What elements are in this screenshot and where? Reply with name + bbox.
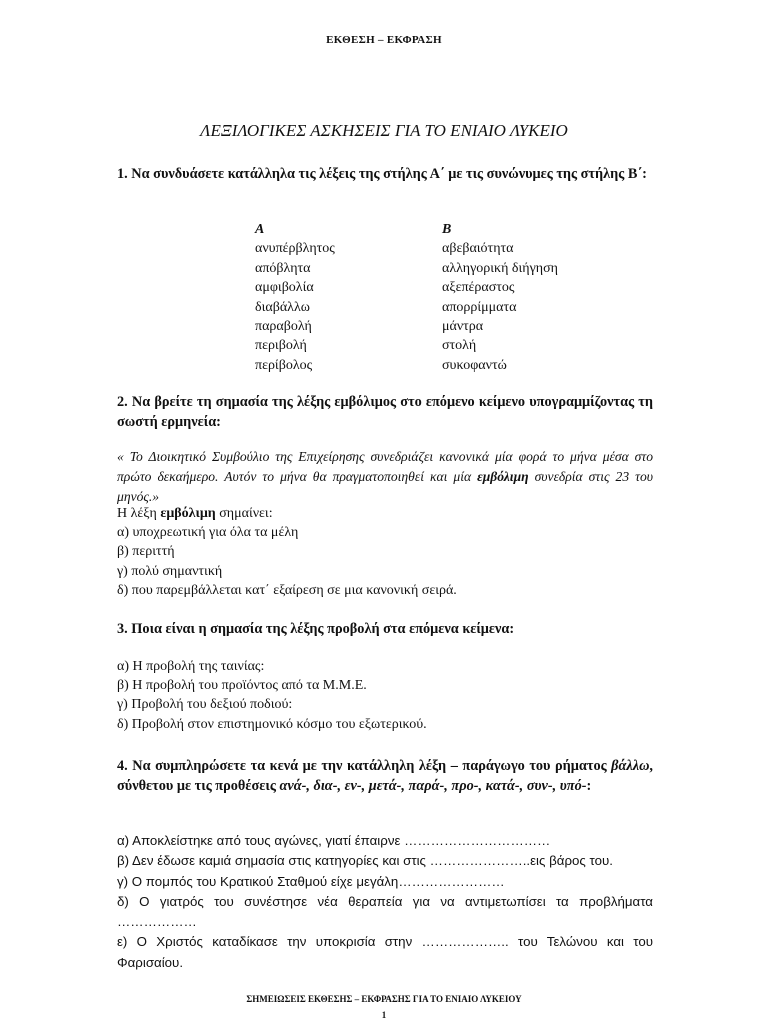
column-a-item: ανυπέρβλητος	[255, 241, 335, 257]
column-a-item: αμφιβολία	[255, 280, 314, 296]
question-2-options	[117, 504, 653, 600]
option-item: β) περιττή	[117, 544, 175, 560]
question-4-text: :	[586, 778, 592, 794]
fill-blank-item: β) Δεν έδωσε καμιά σημασία στις κατηγορίες και στις …………………..εις βάρος του.	[117, 853, 613, 869]
column-a-item: παραβολή	[255, 319, 312, 335]
column-a	[255, 220, 335, 375]
question-4-prepositions: ανά-, δια-, εν-, μετά-, παρά-, προ-, κατά-, συν-, υπό-	[279, 778, 587, 794]
column-b-item: αβεβαιότητα	[442, 241, 514, 257]
quote-part: συνεδρία στις 23 του μηνός.»	[117, 469, 654, 504]
column-a-item: περίβολος	[255, 357, 313, 373]
option-item: δ) που παρεμβάλλεται κατ΄ εξαίρεση σε μια κανονική σειρά.	[117, 582, 457, 598]
column-b-item: συκοφαντώ	[442, 357, 507, 373]
page-footer: ΣΗΜΕΙΩΣΕΙΣ ΕΚΘΕΣΗΣ – ΕΚΦΡΑΣΗΣ ΓΙΑ ΤΟ ΕΝΙΑΙΟ ΛΥΚΕΙΟΥ	[246, 994, 522, 1004]
lead-text: σημαίνει:	[215, 506, 273, 521]
quote-text	[117, 447, 653, 507]
question-4-verb: βάλλω	[611, 758, 650, 774]
question-3-item: α) Η προβολή της ταινίας:	[117, 659, 265, 674]
question-1: 1. Να συνδυάσετε κατάλληλα τις λέξεις της στήλης Α΄ με τις συνώνυμες της στήλης Β΄:	[117, 166, 647, 182]
fill-blank-item: γ) Ο πομπός του Κρατικού Σταθμού είχε μεγάλη……………………	[117, 873, 505, 889]
question-4	[117, 756, 653, 796]
quote-keyword: εμβόλιμη	[477, 469, 529, 484]
question-3-item: δ) Προβολή στον επιστημονικό κόσμο του εξωτερικού.	[117, 716, 427, 732]
lead-keyword: εμβόλιμη	[160, 506, 216, 521]
column-b-item: μάντρα	[442, 319, 484, 335]
column-b-item: στολή	[442, 338, 477, 354]
fill-blank-item: δ) Ο γιατρός του συνέστησε νέα θεραπεία για να αντιμετωπίσει τα προβλήματα ………………	[117, 893, 653, 930]
option-item: γ) πολύ σημαντική	[117, 563, 223, 579]
question-3-item: β) Η προβολή του προϊόντος από τα Μ.Μ.Ε.	[117, 678, 367, 694]
column-b-item: αξεπέραστος	[442, 280, 515, 296]
page-number: 1	[381, 1010, 387, 1020]
question-3-item: γ) Προβολή του δεξιού ποδιού:	[117, 697, 293, 713]
column-b-item: αλληγορική διήγηση	[442, 260, 558, 276]
options-lead	[117, 504, 653, 523]
question-3-items	[117, 657, 653, 734]
question-2: 2. Να βρείτε τη σημασία της λέξης εμβόλιμος στο επόμενο κείμενο υπογραμμίζοντας τη σωστή ερμηνεία:	[117, 394, 653, 430]
column-b-header: Β	[442, 222, 452, 237]
column-a-item: περιβολή	[255, 338, 307, 354]
question-4-items	[117, 831, 653, 973]
fill-blank-item: α) Αποκλείστηκε από τους αγώνες, γιατί έπαιρνε ……………………………	[117, 833, 551, 848]
column-b	[442, 220, 558, 375]
question-4-text: , σύνθετου με τις προθέσεις	[117, 758, 653, 794]
quote-part: « Το Διοικητικό Συμβούλιο της Επιχείρησης συνεδριάζει κανονικά μία φορά το μήνα μέσα στο πρώτο δεκαήμερο. Αυτόν το μήνα θα πραγματοποιηθεί και μία	[117, 449, 653, 484]
lead-text: Η λέξη	[117, 506, 161, 521]
page-header: ΕΚΘΕΣΗ – ΕΚΦΡΑΣΗ	[326, 34, 442, 46]
question-3: 3. Ποια είναι η σημασία της λέξης προβολή στα επόμενα κείμενα:	[117, 621, 515, 637]
fill-blank-item: ε) Ο Χριστός καταδίκασε την υποκρισία στην ……………….. του Τελώνου και του Φαρισαίου.	[117, 934, 653, 970]
option-item: α) υποχρεωτική για όλα τα μέλη	[117, 525, 299, 541]
column-a-item: απόβλητα	[255, 260, 311, 276]
page-title: ΛΕΞΙΛΟΓΙΚΕΣ ΑΣΚΗΣΕΙΣ ΓΙΑ ΤΟ ΕΝΙΑΙΟ ΛΥΚΕΙΟ	[200, 121, 568, 140]
column-a-item: διαβάλλω	[255, 299, 310, 315]
column-a-header: Α	[255, 222, 265, 237]
column-b-item: απορρίμματα	[442, 299, 517, 315]
question-4-text: 4. Να συμπληρώσετε τα κενά με την κατάλληλη λέξη – παράγωγο του ρήματος	[117, 758, 612, 774]
